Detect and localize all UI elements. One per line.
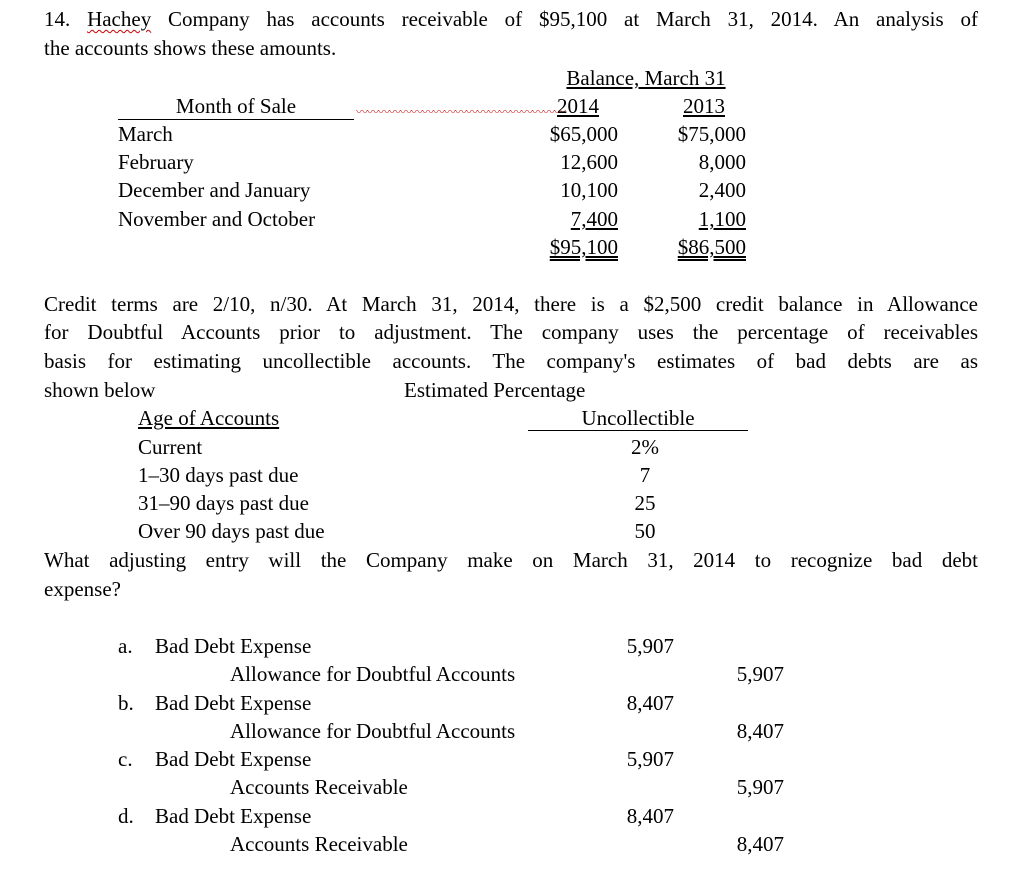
aging-2014-value: 12,600	[560, 150, 618, 174]
option-debit-account: Bad Debt Expense	[155, 634, 312, 658]
option-debit-amount: 8,407	[626, 691, 674, 715]
year-header-2013: 2013	[683, 94, 725, 118]
option-debit-amount: 8,407	[626, 804, 674, 828]
estimate-age: 31–90 days past due	[138, 491, 309, 515]
credit-paragraph-line-2: for Doubtful Accounts prior to adjustment. The company uses the percentage of receivables	[44, 320, 978, 344]
estimate-percent: 2%	[631, 435, 659, 459]
estimate-age: Over 90 days past due	[138, 519, 325, 543]
aging-month: March	[118, 122, 173, 146]
option-debit-account: Bad Debt Expense	[155, 691, 312, 715]
prompt-line-1: What adjusting entry will the Company make on March 31, 2014 to recognize bad debt	[44, 548, 978, 572]
credit-paragraph-line-1: Credit terms are 2/10, n/30. At March 31, 2014, there is a $2,500 credit balance in Allowance	[44, 292, 978, 316]
company-name: Hachey	[87, 7, 152, 31]
option-letter: d.	[118, 804, 134, 828]
option-debit-amount: 5,907	[626, 747, 674, 771]
age-of-accounts-header: Age of Accounts	[138, 406, 280, 430]
option-letter: b.	[118, 691, 134, 715]
balance-group-header: Balance, March 31	[566, 66, 726, 90]
option-credit-amount: 8,407	[736, 719, 784, 743]
aging-2013-value: 8,000	[698, 150, 746, 174]
option-debit-account: Bad Debt Expense	[155, 747, 312, 771]
option-debit-account: Bad Debt Expense	[155, 804, 312, 828]
question-intro-text: Company has accounts receivable of $95,100 at March 31, 2014. An analysis of	[168, 7, 978, 31]
option-letter: c.	[118, 747, 133, 771]
aging-2014-value: 7,400	[570, 207, 618, 231]
spellcheck-squiggle: 〰〰〰〰〰〰〰〰〰〰〰〰〰〰〰〰〰〰〰	[356, 105, 566, 119]
option-credit-account: Allowance for Doubtful Accounts	[230, 719, 516, 743]
estimated-percentage-header: Estimated Percentage	[404, 378, 586, 402]
aging-month: November and October	[118, 207, 316, 231]
estimate-age: 1–30 days past due	[138, 463, 299, 487]
aging-2013-value: 2,400	[698, 178, 746, 202]
option-credit-amount: 8,407	[736, 832, 784, 856]
uncollectible-header-rule	[528, 430, 748, 431]
uncollectible-header: Uncollectible	[581, 406, 695, 430]
aging-2013-value: $75,000	[677, 122, 746, 146]
question-intro-line-2: the accounts shows these amounts.	[44, 36, 337, 60]
estimate-percent: 50	[634, 519, 656, 543]
option-credit-amount: 5,907	[736, 775, 784, 799]
aging-2013-value: 1,100	[698, 207, 746, 231]
option-credit-amount: 5,907	[736, 662, 784, 686]
estimate-age: Current	[138, 435, 203, 459]
aging-total-2013: $86,500	[677, 235, 746, 259]
aging-month: December and January	[118, 178, 311, 202]
option-credit-account: Accounts Receivable	[230, 775, 408, 799]
option-credit-account: Accounts Receivable	[230, 832, 408, 856]
option-letter: a.	[118, 634, 133, 658]
aging-total-2014: $95,100	[549, 235, 618, 259]
estimate-percent: 25	[634, 491, 656, 515]
question-number: 14.	[44, 7, 71, 31]
credit-paragraph-line-3: basis for estimating uncollectible accounts. The company's estimates of bad debts are as	[44, 349, 978, 373]
aging-2014-value: 10,100	[560, 178, 618, 202]
aging-month: February	[118, 150, 194, 174]
option-credit-account: Allowance for Doubtful Accounts	[230, 662, 516, 686]
month-of-sale-header: Month of Sale	[175, 94, 297, 118]
year-header-2014: 2014	[557, 94, 599, 118]
credit-paragraph-line-4: shown below	[44, 378, 156, 402]
option-debit-amount: 5,907	[626, 634, 674, 658]
aging-2014-value: $65,000	[549, 122, 618, 146]
question-intro-line-1	[44, 5, 978, 33]
estimate-percent: 7	[639, 463, 651, 487]
prompt-line-2: expense?	[44, 577, 121, 601]
